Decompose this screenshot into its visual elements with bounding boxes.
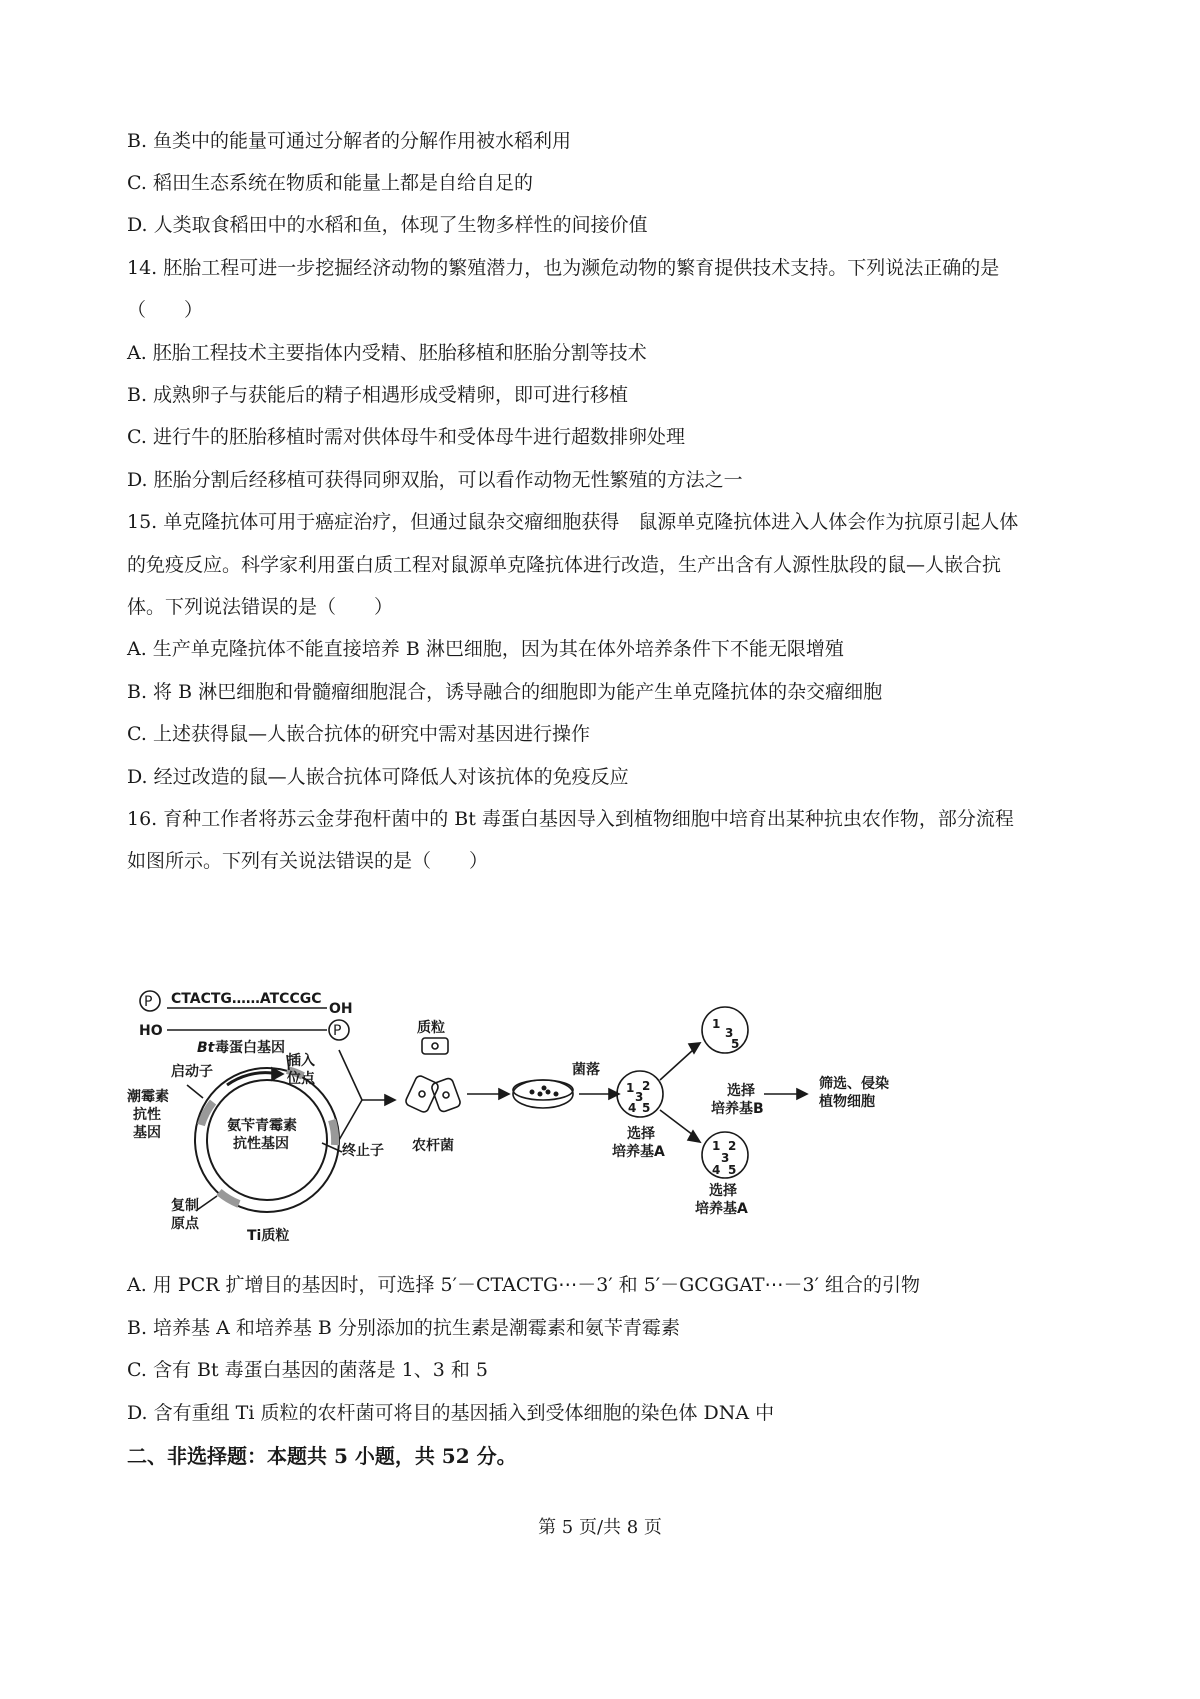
origin-label-2: 原点 bbox=[171, 1216, 199, 1232]
dish-b-colony-3: 3 bbox=[725, 1026, 734, 1040]
q15-stem-line3: 体。下列说法错误的是（ ） bbox=[127, 596, 394, 618]
q13-option-b: B. 鱼类中的能量可通过分解者的分解作用被水稻利用 bbox=[127, 130, 572, 152]
hygromycin-label-3: 基因 bbox=[133, 1125, 161, 1141]
q15-option-d: D. 经过改造的鼠—人嵌合抗体可降低人对该抗体的免疫反应 bbox=[127, 766, 629, 788]
colony-1: 1 bbox=[626, 1081, 635, 1095]
q15-option-b: B. 将 B 淋巴细胞和骨髓瘤细胞混合，诱导融合的细胞即为能产生单克隆抗体的杂交瘤细胞 bbox=[127, 681, 883, 703]
q16-option-c: C. 含有 Bt 毒蛋白基因的菌落是 1、3 和 5 bbox=[127, 1359, 489, 1381]
select-label-b: 选择 bbox=[727, 1083, 755, 1099]
dish-b-colony-1: 1 bbox=[712, 1017, 721, 1031]
colony-2: 2 bbox=[642, 1079, 651, 1093]
dish-a-colony-5: 5 bbox=[728, 1163, 737, 1177]
q16-stem-line1: 16. 育种工作者将苏云金芽孢杆菌中的 Bt 毒蛋白基因导入到植物细胞中培育出某种抗虫农作物，部分流程 bbox=[127, 808, 1014, 830]
medium-a-label-main: 培养基A bbox=[612, 1144, 665, 1160]
q16-stem-line2: 如图所示。下列有关说法错误的是（ ） bbox=[127, 850, 489, 872]
q15-stem-line1: 15. 单克隆抗体可用于癌症治疗，但通过鼠杂交瘤细胞获得 鼠源单克隆抗体进入人体会作为抗原引起人体 bbox=[127, 511, 1019, 533]
plasmid-icon bbox=[422, 1038, 448, 1054]
dish-a-colony-4: 4 bbox=[712, 1163, 721, 1177]
gene-label-bt: Bt bbox=[197, 1040, 215, 1056]
top-strand-sequence: CTACTG……ATCCGC bbox=[171, 991, 322, 1007]
q15-option-c: C. 上述获得鼠—人嵌合抗体的研究中需对基因进行操作 bbox=[127, 723, 590, 745]
ho-label: HO bbox=[139, 1023, 163, 1039]
q15-option-a: A. 生产单克隆抗体不能直接培养 B 淋巴细胞，因为其在体外培养条件下不能无限增殖 bbox=[127, 638, 844, 660]
q16-option-b: B. 培养基 A 和培养基 B 分别添加的抗生素是潮霉素和氨苄青霉素 bbox=[127, 1317, 680, 1339]
dish-a-colony-2: 2 bbox=[728, 1139, 737, 1153]
plasmid-label: 质粒 bbox=[417, 1020, 445, 1036]
medium-a-label: 培养基A bbox=[695, 1201, 748, 1217]
insertion-site-label-2: 位点 bbox=[287, 1071, 315, 1087]
promoter-label: 启动子 bbox=[171, 1064, 213, 1080]
agrobacterium-label: 农杆菌 bbox=[412, 1138, 454, 1154]
final-step-label-2: 植物细胞 bbox=[819, 1094, 875, 1110]
medium-b-label: 培养基B bbox=[711, 1101, 764, 1117]
ampicillin-label-2: 抗性基因 bbox=[233, 1136, 289, 1152]
colony-3: 3 bbox=[635, 1090, 644, 1104]
p-label-top: P bbox=[144, 994, 153, 1010]
oh-label: OH bbox=[329, 1001, 353, 1017]
q14-option-c: C. 进行牛的胚胎移植时需对供体母牛和受体母牛进行超数排卵处理 bbox=[127, 426, 685, 448]
gene-transfer-diagram bbox=[127, 970, 947, 1260]
dish-a-colony-3: 3 bbox=[721, 1151, 730, 1165]
q14-option-b: B. 成熟卵子与获能后的精子相遇形成受精卵，即可进行移植 bbox=[127, 384, 629, 406]
colony-5: 5 bbox=[642, 1101, 651, 1115]
q14-stem: 14. 胚胎工程可进一步挖掘经济动物的繁殖潜力，也为濒危动物的繁育提供技术支持。下列说法正确的是 bbox=[127, 257, 1000, 279]
dish-b-colony-5: 5 bbox=[731, 1037, 740, 1051]
q16-option-a: A. 用 PCR 扩增目的基因时，可选择 5′－CTACTG⋯－3′ 和 5′－GCGGAT⋯－3′ 组合的引物 bbox=[127, 1274, 920, 1296]
q14-option-a: A. 胚胎工程技术主要指体内受精、胚胎移植和胚胎分割等技术 bbox=[127, 342, 647, 364]
colony-4: 4 bbox=[628, 1101, 637, 1115]
q15-stem-line2: 的免疫反应。科学家利用蛋白质工程对鼠源单克隆抗体进行改造，生产出含有人源性肽段的鼠—人嵌合抗 bbox=[127, 554, 1002, 576]
ampicillin-label-1: 氨苄青霉素 bbox=[227, 1118, 297, 1134]
dish-a-colony-1: 1 bbox=[712, 1139, 721, 1153]
q13-option-d: D. 人类取食稻田中的水稻和鱼，体现了生物多样性的间接价值 bbox=[127, 214, 648, 236]
insertion-site-label-1: 插入 bbox=[287, 1053, 315, 1069]
hygromycin-label-2: 抗性 bbox=[133, 1107, 161, 1123]
page-footer: 第 5 页/共 8 页 bbox=[538, 1517, 662, 1538]
terminator-label: 终止子 bbox=[342, 1143, 384, 1159]
ti-plasmid-label: Ti质粒 bbox=[247, 1228, 290, 1244]
origin-label-1: 复制 bbox=[171, 1198, 199, 1214]
final-step-label-1: 筛选、侵染 bbox=[819, 1076, 889, 1092]
q16-option-d: D. 含有重组 Ti 质粒的农杆菌可将目的基因插入到受体细胞的染色体 DNA 中 bbox=[127, 1402, 775, 1424]
q14-answer-blank: （ ） bbox=[127, 299, 204, 321]
q13-option-c: C. 稻田生态系统在物质和能量上都是自给自足的 bbox=[127, 172, 533, 194]
p-label-bottom: P bbox=[333, 1023, 342, 1039]
q14-option-d: D. 胚胎分割后经移植可获得同卵双胎，可以看作动物无性繁殖的方法之一 bbox=[127, 469, 743, 491]
petri-dish bbox=[513, 1080, 573, 1108]
select-label-a: 选择 bbox=[709, 1183, 737, 1199]
gene-label-rest: 毒蛋白基因 bbox=[215, 1040, 285, 1056]
section-heading: 二、非选择题：本题共 5 小题，共 52 分。 bbox=[127, 1444, 517, 1468]
select-label-main: 选择 bbox=[627, 1126, 655, 1142]
colony-label: 菌落 bbox=[572, 1062, 600, 1078]
hygromycin-label-1: 潮霉素 bbox=[127, 1089, 169, 1105]
